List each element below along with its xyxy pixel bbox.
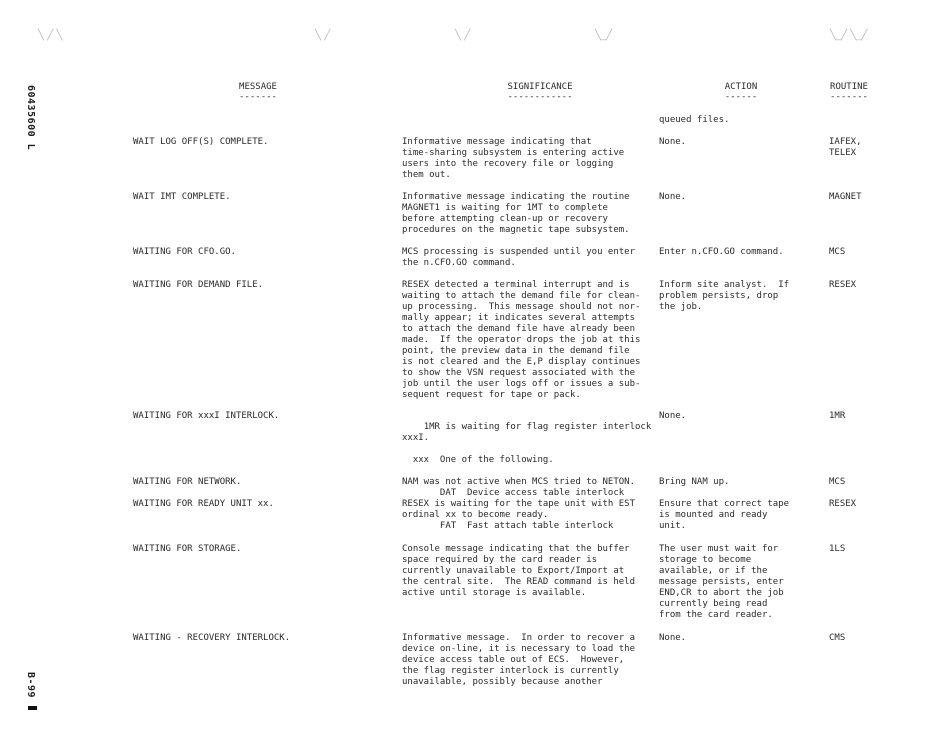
entry-routine: RESEX (829, 280, 857, 290)
header-routine (823, 82, 875, 102)
entry-significance: MCS processing is suspended until you enter the n.CFO.GO command. (402, 247, 635, 268)
entry-routine: MCS (829, 477, 846, 487)
entry-significance: NAM was not active when MCS tried to NETON. (402, 477, 635, 487)
header-significance-rule: ------------ (507, 92, 573, 102)
entry-action: The user must wait for storage to become available, or if the message persists, enter END,CR to abort the job currently being read from the card reader. (659, 544, 784, 620)
entry-action: Bring NAM up. (659, 477, 730, 487)
header-message-label: MESSAGE (239, 82, 277, 92)
entry-message: WAIT IMT COMPLETE. (133, 192, 231, 202)
entry-message: WAITING FOR CFO.GO. (133, 247, 236, 257)
entry-action: None. (659, 411, 687, 421)
entry-message: WAITING FOR NETWORK. (133, 477, 242, 487)
entry-message: WAIT LOG OFF(S) COMPLETE. (133, 137, 269, 147)
entry-significance: RESEX detected a terminal interrupt and is waiting to attach the demand file for clean- up processing. This message should not nor- mally appear; it indicates several attempts to attach the demand file have already been made. If the operator drops the job at this point, the preview data in the demand file is not cleared and the E,P display continues to show the VSN request associated with the job until the user logs off or issues a sub- sequent request for tape or pack. (402, 280, 641, 400)
header-message (228, 82, 288, 102)
header-routine-label: ROUTINE (830, 82, 868, 92)
entry-message: WAITING - RECOVERY INTERLOCK. (133, 633, 291, 643)
scan-mark: ╲ ╱ ╲ (38, 30, 63, 41)
entry-routine: 1LS (829, 544, 846, 554)
header-significance-label: SIGNIFICANCE (507, 82, 573, 92)
entry-routine: MAGNET (829, 192, 862, 202)
header-action-rule: ------ (724, 92, 758, 102)
page-number: B-99 (25, 672, 36, 699)
entry-action: None. (659, 137, 687, 147)
entry-message: WAITING FOR READY UNIT xx. (133, 499, 274, 509)
entry-routine: CMS (829, 633, 846, 643)
entry-message: WAITING FOR DEMAND FILE. (133, 280, 264, 290)
scan-mark: ╲_╱ ╲_╱ (830, 30, 868, 41)
header-action-label: ACTION (724, 82, 758, 92)
header-message-rule: ------- (239, 92, 277, 102)
entry-routine: RESEX (829, 499, 857, 509)
entry-action: None. (659, 192, 687, 202)
entry-message: WAITING FOR xxxI INTERLOCK. (133, 411, 280, 421)
entry-significance: RESEX is waiting for the tape unit with EST ordinal xx to become ready. (402, 499, 635, 520)
option-line: xxx One of the following. (402, 455, 554, 465)
scan-mark: ╲_╱ (595, 30, 613, 41)
entry-message: WAITING FOR STORAGE. (133, 544, 242, 554)
entry-significance: Console message indicating that the buffer space required by the card reader is currently unavailable to Export/Import at the central site. The READ command is held active until storage is available. (402, 544, 635, 598)
entry-action: Enter n.CFO.GO command. (659, 247, 784, 257)
edge-mark (28, 706, 37, 710)
entry-routine: IAFEX, TELEX (829, 137, 862, 158)
entry-significance: Informative message indicating that time-sharing subsystem is entering active users into the recovery file or logging them out. (402, 137, 625, 180)
option-line: FAT Fast attach table interlock (402, 521, 614, 531)
entry-significance-text: 1MR is waiting for flag register interlock xxxI. (402, 422, 652, 443)
entry-routine: MCS (829, 247, 846, 257)
entry-action: Ensure that correct tape is mounted and ready unit. (659, 499, 790, 531)
entry-action: Inform site analyst. If problem persists, drop the job. (659, 280, 790, 312)
header-action (716, 82, 766, 102)
header-significance (498, 82, 582, 102)
entry-routine: 1MR (829, 411, 846, 421)
scan-mark: ╲ ╱ (315, 30, 331, 41)
option-line: DAT Device access table interlock (402, 488, 625, 498)
entry-action: None. (659, 633, 687, 643)
entry-significance: Informative message. In order to recover a device on-line, it is necessary to load the device access table out of ECS. However, the flag register interlock is currently unavailable, possibly because another (402, 633, 635, 687)
scan-mark: ╲ ╱ (455, 30, 471, 41)
entry-significance: Informative message indicating the routine MAGNET1 is waiting for 1MT to complete before attempting clean-up or recovery procedures on the magnetic tape subsystem. (402, 192, 630, 235)
header-routine-rule: ------- (830, 92, 868, 102)
continued-action: queued files. (659, 115, 730, 125)
document-number: 60435600 L (25, 85, 36, 151)
